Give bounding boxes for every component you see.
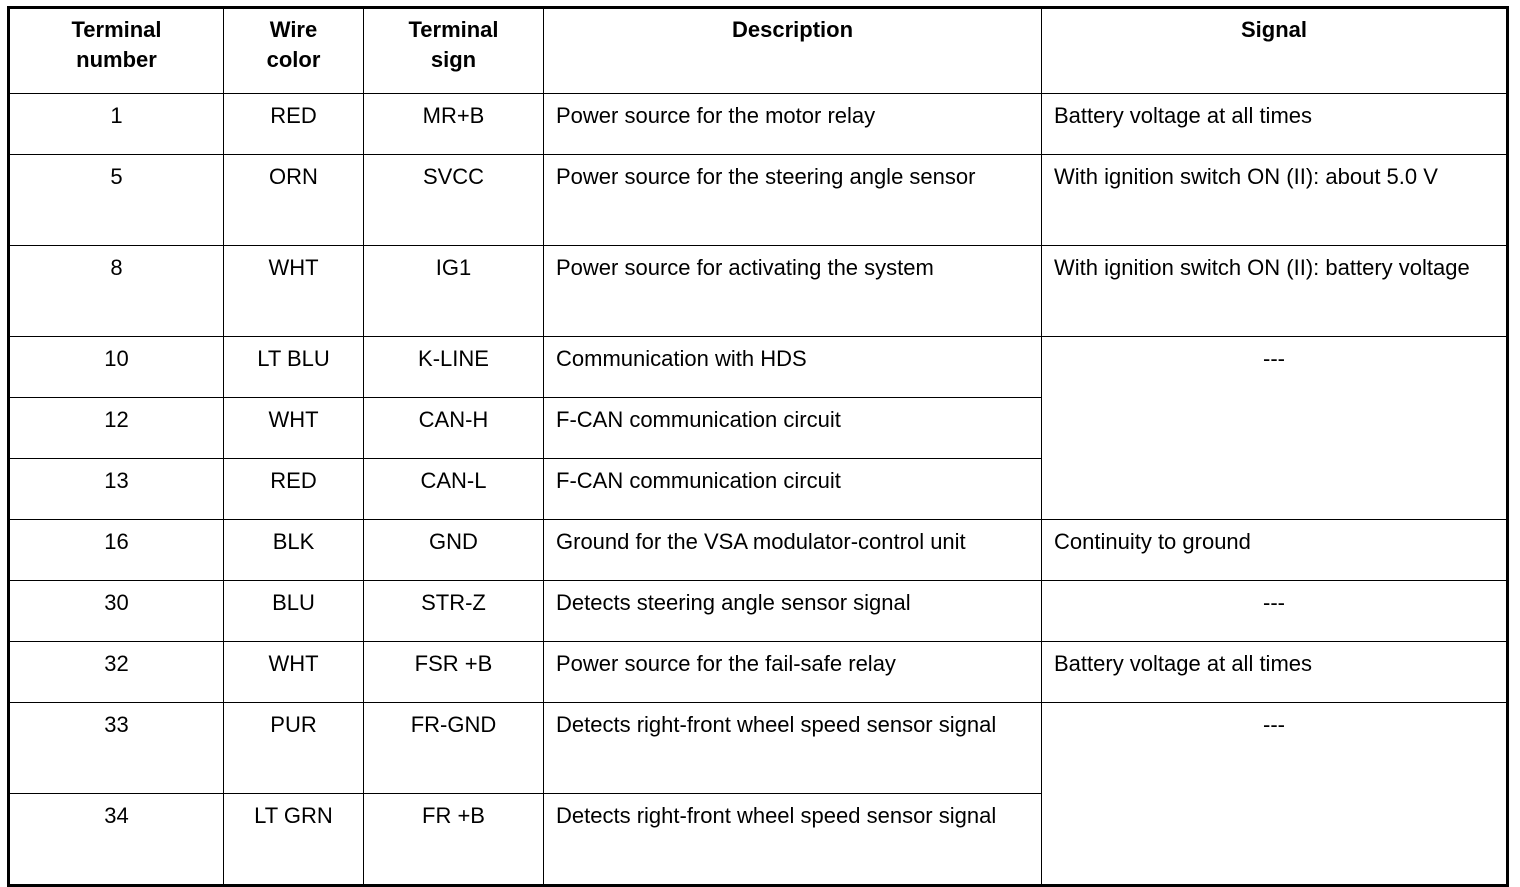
header-row	[9, 8, 1508, 94]
signal: Continuity to ground	[1042, 520, 1508, 581]
header-description: Description	[544, 8, 1042, 94]
terminal-number: 32	[9, 642, 224, 703]
description: Power source for activating the system	[544, 246, 1042, 337]
terminal-number: 34	[9, 794, 224, 886]
terminal-sign: GND	[364, 520, 544, 581]
terminal-sign: STR-Z	[364, 581, 544, 642]
terminal-sign: K-LINE	[364, 337, 544, 398]
table-row	[9, 520, 1508, 581]
terminal-sign: SVCC	[364, 155, 544, 246]
table-row	[9, 581, 1508, 642]
terminal-sign: FR-GND	[364, 703, 544, 794]
terminal-number: 16	[9, 520, 224, 581]
signal: ---	[1042, 337, 1508, 520]
terminal-sign: MR+B	[364, 94, 544, 155]
terminal-sign: FR +B	[364, 794, 544, 886]
wire-color: WHT	[224, 398, 364, 459]
terminal-number: 33	[9, 703, 224, 794]
wire-color: LT GRN	[224, 794, 364, 886]
table-row	[9, 642, 1508, 703]
wire-color: ORN	[224, 155, 364, 246]
wire-color: RED	[224, 459, 364, 520]
wire-color: BLU	[224, 581, 364, 642]
description: Power source for the motor relay	[544, 94, 1042, 155]
signal: With ignition switch ON (II): battery voltage	[1042, 246, 1508, 337]
wire-color: LT BLU	[224, 337, 364, 398]
terminal-sign: IG1	[364, 246, 544, 337]
signal: Battery voltage at all times	[1042, 642, 1508, 703]
table-row	[9, 337, 1508, 398]
header-terminal-number: Terminal number	[9, 8, 224, 94]
wire-color: RED	[224, 94, 364, 155]
wire-color: BLK	[224, 520, 364, 581]
description: Detects right-front wheel speed sensor signal	[544, 794, 1042, 886]
description: Communication with HDS	[544, 337, 1042, 398]
description: Detects steering angle sensor signal	[544, 581, 1042, 642]
description: F-CAN communication circuit	[544, 459, 1042, 520]
table-row	[9, 703, 1508, 794]
terminal-number: 30	[9, 581, 224, 642]
signal: ---	[1042, 581, 1508, 642]
table-row	[9, 94, 1508, 155]
signal: Battery voltage at all times	[1042, 94, 1508, 155]
table-row	[9, 246, 1508, 337]
header-signal: Signal	[1042, 8, 1508, 94]
description: Detects right-front wheel speed sensor signal	[544, 703, 1042, 794]
description: Power source for the fail-safe relay	[544, 642, 1042, 703]
signal: With ignition switch ON (II): about 5.0 V	[1042, 155, 1508, 246]
description: Power source for the steering angle sensor	[544, 155, 1042, 246]
wire-color: WHT	[224, 246, 364, 337]
terminal-number: 8	[9, 246, 224, 337]
header-wire-color: Wire color	[224, 8, 364, 94]
terminal-number: 13	[9, 459, 224, 520]
description: Ground for the VSA modulator-control unit	[544, 520, 1042, 581]
terminal-sign: CAN-H	[364, 398, 544, 459]
description: F-CAN communication circuit	[544, 398, 1042, 459]
terminal-number: 5	[9, 155, 224, 246]
wire-color: WHT	[224, 642, 364, 703]
terminal-sign: FSR +B	[364, 642, 544, 703]
terminal-sign: CAN-L	[364, 459, 544, 520]
table-row	[9, 155, 1508, 246]
terminal-number: 10	[9, 337, 224, 398]
terminal-table	[7, 6, 1509, 887]
terminal-number: 1	[9, 94, 224, 155]
signal: ---	[1042, 703, 1508, 886]
wire-color: PUR	[224, 703, 364, 794]
header-terminal-sign: Terminal sign	[364, 8, 544, 94]
terminal-number: 12	[9, 398, 224, 459]
